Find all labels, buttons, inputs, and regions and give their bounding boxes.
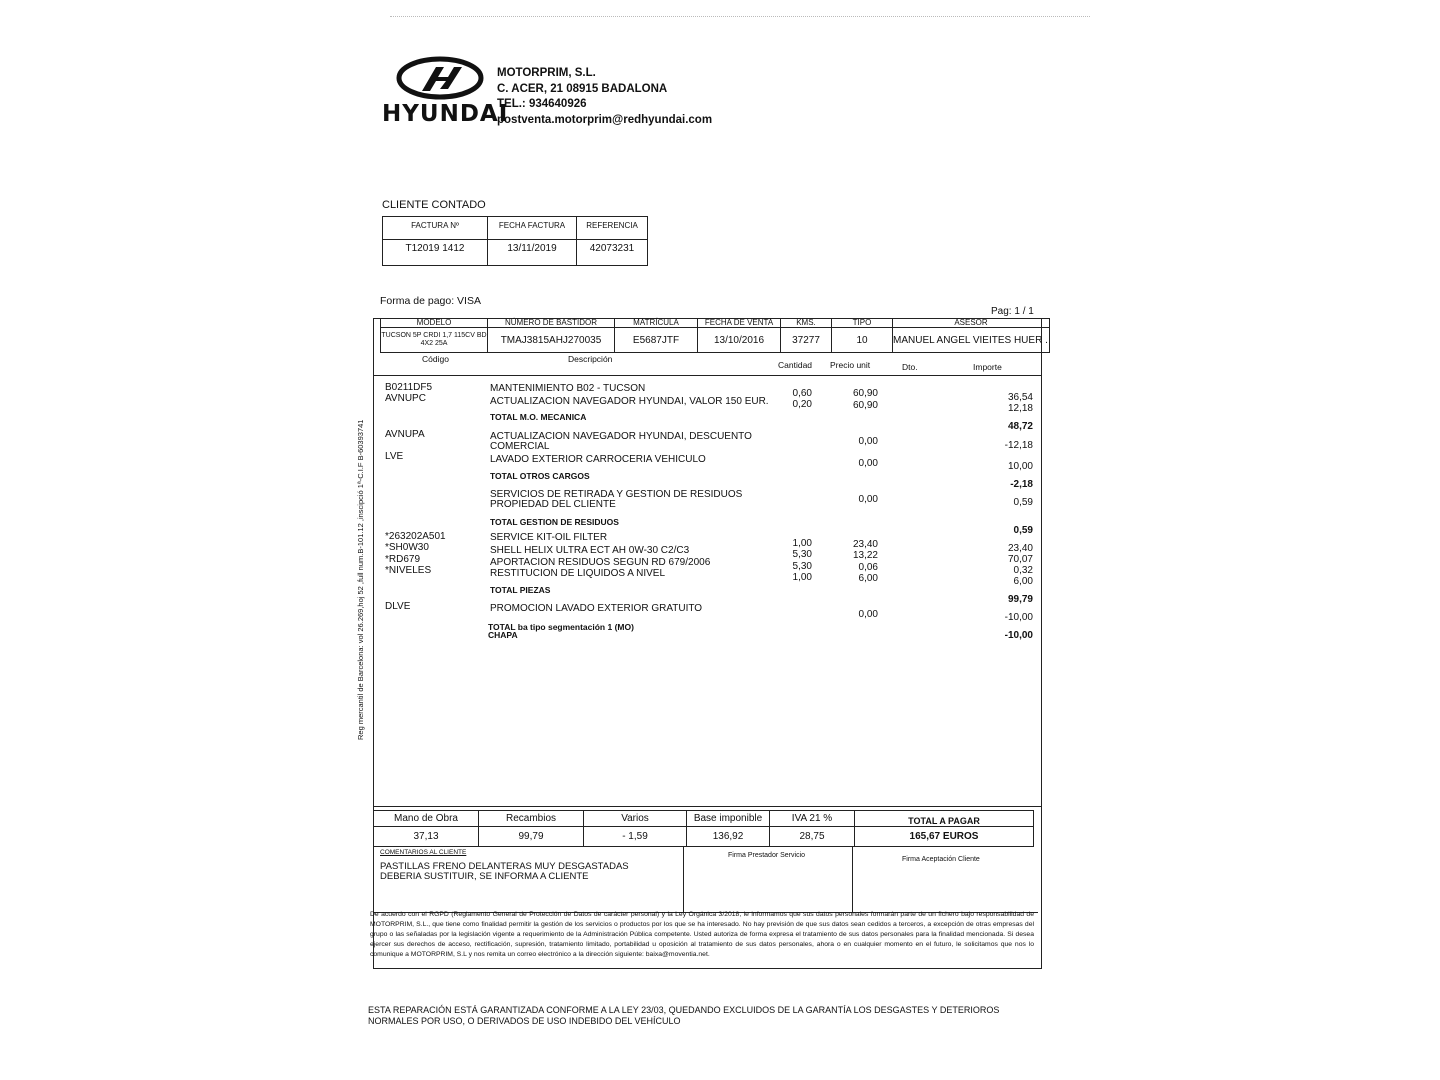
invoice-header-table — [382, 216, 648, 266]
subtotal-label-cont: CHAPA — [488, 630, 518, 640]
client-label: CLIENTE CONTADO — [382, 199, 486, 211]
item-qty: 1,00 — [792, 572, 812, 583]
item-qty: 5,30 — [792, 549, 812, 560]
item-price: 60,90 — [852, 400, 878, 411]
item-importe: 36,54 — [1007, 392, 1033, 403]
item-desc: SERVICE KIT-OIL FILTER — [490, 532, 608, 543]
col-cantidad: Cantidad — [778, 360, 813, 370]
asesor-label: ASESOR — [893, 319, 1050, 328]
firma-cliente-label: Firma Aceptación Cliente — [902, 856, 980, 863]
mano-obra-value: 37,13 — [374, 827, 479, 847]
matricula-label: MATRÍCULA — [615, 319, 698, 328]
subtotal-label: TOTAL M.O. MECANICA — [490, 412, 587, 422]
fecha-venta-label: FECHA DE VENTA — [698, 319, 781, 328]
recambios-value: 99,79 — [479, 827, 584, 847]
hyundai-logo — [378, 55, 509, 127]
matricula-value: E5687JTF — [615, 328, 698, 353]
item-code: AVNUPA — [385, 429, 425, 440]
recambios-label: Recambios — [479, 811, 584, 827]
tipo-label: TIPO — [832, 319, 893, 328]
col-importe: Importe — [973, 362, 1002, 372]
subtotal-label: TOTAL PIEZAS — [490, 585, 551, 595]
company-email: postventa.motorprim@redhyundai.com — [497, 113, 713, 126]
comments-label: COMENTARIOS AL CLIENTE — [380, 849, 467, 856]
col-precio: Precio unit — [830, 360, 871, 370]
item-price: 0,00 — [858, 436, 878, 447]
item-code: *NIVELES — [385, 565, 432, 576]
company-info — [497, 66, 712, 128]
fecha-factura-value: 13/11/2019 — [488, 240, 577, 266]
item-code: AVNUPC — [385, 393, 426, 404]
item-code: DLVE — [385, 601, 411, 612]
item-desc-cont: COMERCIAL — [490, 441, 550, 452]
kms-label: KMS. — [781, 319, 832, 328]
subtotal-value: 48,72 — [1007, 421, 1033, 432]
item-qty: 0,20 — [792, 399, 812, 410]
item-price: 0,00 — [858, 494, 878, 505]
item-desc: SHELL HELIX ULTRA ECT AH 0W-30 C2/C3 — [490, 545, 690, 556]
item-code: B0211DF5 — [385, 382, 433, 393]
totals-table — [373, 810, 1034, 847]
item-desc: MANTENIMIENTO B02 - TUCSON — [490, 383, 646, 394]
payment-method: Forma de pago: VISA — [380, 295, 481, 307]
header-divider — [373, 375, 1042, 376]
item-importe: -10,00 — [1004, 612, 1033, 623]
col-codigo: Código — [422, 354, 449, 364]
iva-label: IVA 21 % — [770, 811, 855, 827]
total-pagar-value: 165,67 EUROS — [855, 827, 1034, 847]
company-address: C. ACER, 21 08915 BADALONA — [497, 82, 668, 95]
bastidor-value: TMAJ3815AHJ270035 — [488, 328, 615, 353]
item-importe: 70,07 — [1007, 554, 1033, 565]
item-price: 13,22 — [852, 550, 878, 561]
subtotal-value: -2,18 — [1010, 479, 1033, 490]
item-importe: 23,40 — [1007, 543, 1033, 554]
item-price: 60,90 — [852, 388, 878, 399]
page-number: Pag: 1 / 1 — [991, 306, 1034, 317]
mano-obra-label: Mano de Obra — [374, 811, 479, 827]
item-price: 0,06 — [858, 562, 878, 573]
item-code: *RD679 — [385, 554, 421, 565]
item-code: LVE — [385, 451, 404, 462]
item-desc: ACTUALIZACION NAVEGADOR HYUNDAI, DESCUENTO — [490, 431, 752, 442]
subtotal-label: TOTAL ba tipo segmentación 1 (MO) — [488, 622, 634, 632]
comment-line: PASTILLAS FRENO DELANTERAS MUY DESGASTADAS — [380, 861, 629, 872]
registry-sidebar-text: Reg mercantil de Barcelona: vol 26.269,hoj 52 ,full num.B-101.12 ,inscipció 1ª-C.I.F B-60393741 — [356, 419, 365, 740]
item-importe: 12,18 — [1007, 403, 1033, 414]
signature-divider — [852, 846, 853, 912]
firma-prestador-label: Firma Prestador Servicio — [728, 852, 806, 859]
subtotal-label: TOTAL OTROS CARGOS — [490, 471, 590, 481]
comment-line: DEBERIA SUSTITUIR, SE INFORMA A CLIENTE — [380, 871, 589, 882]
base-imponible-label: Base imponible — [687, 811, 770, 827]
item-desc-cont: PROPIEDAD DEL CLIENTE — [490, 499, 616, 510]
varios-value: - 1,59 — [584, 827, 687, 847]
item-code: *SH0W30 — [385, 542, 429, 553]
signature-divider — [683, 846, 684, 912]
factura-label: FACTURA Nº — [383, 217, 488, 240]
vehicle-table — [380, 318, 1050, 353]
item-desc: RESTITUCION DE LIQUIDOS A NIVEL — [490, 568, 666, 579]
modelo-label: MODELO — [381, 319, 488, 328]
brand-wordmark: HYUNDAI — [382, 101, 509, 127]
referencia-label: REFERENCIA — [577, 217, 648, 240]
comments-text — [380, 862, 629, 882]
item-importe: 0,32 — [1013, 565, 1033, 576]
referencia-value: 42073231 — [577, 240, 648, 266]
item-code: *263202A501 — [385, 531, 446, 542]
base-imponible-value: 136,92 — [687, 827, 770, 847]
kms-value: 37277 — [781, 328, 832, 353]
bastidor-label: NÚMERO DE BASTIDOR — [488, 319, 615, 328]
item-qty: 1,00 — [792, 538, 812, 549]
varios-label: Varios — [584, 811, 687, 827]
item-importe: 6,00 — [1013, 576, 1033, 587]
item-price: 0,00 — [858, 609, 878, 620]
item-qty: 0,60 — [792, 388, 812, 399]
col-dto: Dto. — [902, 362, 918, 372]
item-desc: APORTACION RESIDUOS SEGUN RD 679/2006 — [490, 557, 711, 568]
subtotal-value: -10,00 — [1004, 630, 1033, 641]
iva-value: 28,75 — [770, 827, 855, 847]
subtotal-value: 99,79 — [1007, 594, 1033, 605]
item-qty: 5,30 — [792, 561, 812, 572]
item-importe: 10,00 — [1007, 461, 1033, 472]
item-desc: PROMOCION LAVADO EXTERIOR GRATUITO — [490, 603, 703, 614]
item-desc: SERVICIOS DE RETIRADA Y GESTION DE RESIDUOS — [490, 489, 743, 500]
item-importe: -12,18 — [1004, 440, 1033, 451]
item-price: 6,00 — [858, 573, 878, 584]
asesor-value: MANUEL ANGEL VIEITES HUER . — [893, 328, 1050, 353]
subtotal-label: TOTAL GESTION DE RESIDUOS — [490, 517, 619, 527]
item-price: 23,40 — [852, 539, 878, 550]
fecha-venta-value: 13/10/2016 — [698, 328, 781, 353]
col-descripcion: Descripción — [568, 354, 613, 364]
subtotal-value: 0,59 — [1013, 525, 1033, 536]
warranty-notice: ESTA REPARACIÓN ESTÁ GARANTIZADA CONFORME A LA LEY 23/03, QUEDANDO EXCLUIDOS DE LA GARANTÍA LOS DESGASTES Y DETERIOROS NORMALES POR USO, O DERIVADOS DE USO INDEBIDO DEL VEHÍCULO — [368, 1005, 1000, 1026]
totals-divider — [373, 806, 1042, 807]
scan-edge-line — [390, 16, 1090, 17]
company-phone: TEL.: 934640926 — [497, 98, 587, 110]
company-name: MOTORPRIM, S.L. — [497, 67, 596, 79]
modelo-value: TUCSON 5P CRDI 1,7 115CV BD 4X2 25A — [381, 328, 488, 353]
total-pagar-label: TOTAL A PAGAR — [855, 811, 1034, 827]
fecha-factura-label: FECHA FACTURA — [488, 217, 577, 240]
legal-notice: De acuerdo con el RGPD (Reglamento General de Protección de Datos de carácter personal) y la Ley Orgánica 3/2018, le informamos que sus datos personales formarán parte de un fichero bajo responsabilidad de MOTORPRIM, S.L., que tiene como finalidad permitir la gestión de los servicios o productos por los que se ha interesado. No hay previsión de que sus datos sean cedidos a terceros, a excepción de otras empresas del grupo o las señaladas por la legislación vigente a requerimiento de la Administración Pública competente. Usted autoriza de forma expresa el tratamiento de sus datos personales para la finalidad mencionada. Si desea ejercer sus derechos de acceso, rectificación, supresión, tratamiento limitado, portabilidad u oposición al tratamiento de sus datos personales, ahora o en cualquier momento en el futuro, le solicitamos que nos lo comunique a MOTORPRIM, S.L y nos remita un correo electrónico a la dirección siguiente: baixa@moventia.net. — [370, 911, 1034, 958]
item-desc: ACTUALIZACION NAVEGADOR HYUNDAI, VALOR 150 EUR. — [490, 396, 769, 407]
item-desc: LAVADO EXTERIOR CARROCERIA VEHICULO — [490, 454, 706, 465]
item-price: 0,00 — [858, 458, 878, 469]
item-importe: 0,59 — [1013, 497, 1033, 508]
factura-value: T12019 1412 — [383, 240, 488, 266]
tipo-value: 10 — [832, 328, 893, 353]
